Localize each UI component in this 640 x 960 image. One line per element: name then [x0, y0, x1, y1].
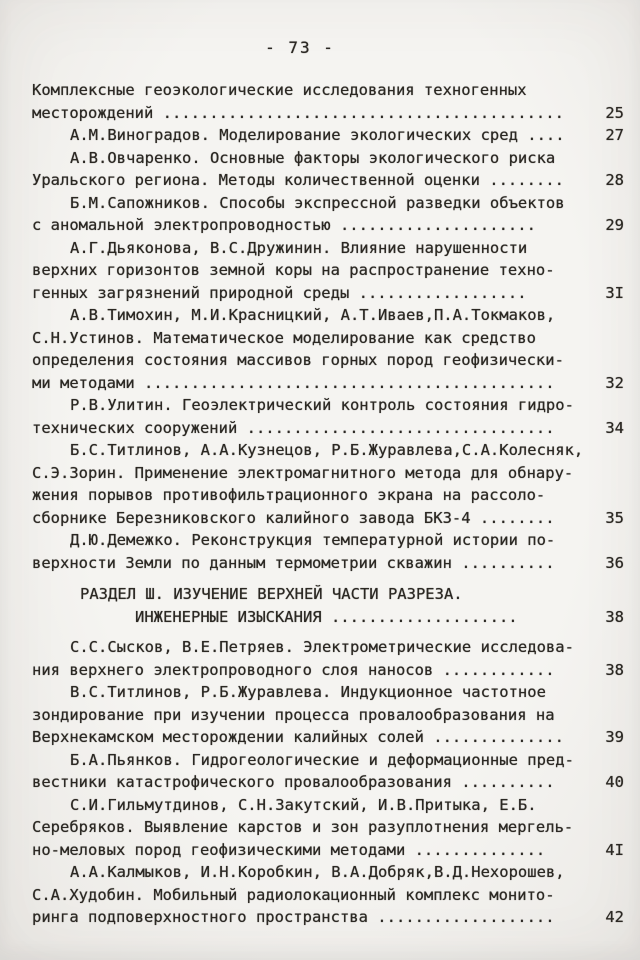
toc-line: [32, 583, 624, 606]
toc-line: [32, 439, 624, 462]
toc-line-text: А.М.Виноградов. Моделирование экологических сред ....: [70, 126, 565, 144]
toc-line: [32, 636, 624, 659]
toc-line-page: 39: [605, 728, 624, 746]
toc-line-page: 32: [605, 373, 624, 392]
toc-line-text: А.Г.Дьяконова, В.С.Дружинин. Влияние нарушенности: [70, 238, 528, 257]
toc-line-page: 40: [605, 773, 624, 791]
toc-line: [32, 417, 624, 440]
toc-line-page: 27: [605, 126, 624, 144]
toc-line-text: технических сооружений .................................: [32, 418, 555, 437]
table-of-contents: [32, 79, 624, 929]
toc-line: [32, 529, 624, 552]
toc-line-text: Уральского региона. Методы количественной оценки ........: [32, 171, 564, 189]
toc-line-text: В.С.Титлинов, Р.Б.Журавлева. Индукционное частотное: [70, 683, 546, 701]
toc-line-text: ния верхнего электропроводного слоя наносов ............: [32, 660, 555, 679]
toc-line: [32, 372, 624, 395]
toc-line-text: Б.А.Пьянков. Гидрогеологические и деформационные пред-: [70, 750, 574, 769]
toc-line-text: верхности Земли по данным термометрии скважин ..........: [32, 553, 555, 572]
toc-line-text: Р.В.Улитин. Геоэлектрический контроль состояния гидро-: [70, 396, 574, 414]
toc-line-text: ринга подповерхностного пространства ...................: [32, 908, 555, 926]
toc-line: [32, 552, 624, 575]
toc-line-page: 35: [605, 508, 624, 527]
toc-line: [32, 259, 624, 282]
toc-line-text: А.В.Тимохин, М.И.Красницкий, А.Т.Иваев,П.А.Токмаков,: [70, 306, 556, 324]
toc-line: [32, 304, 624, 327]
toc-line-text: зондирование при изучении процесса провалообразования на: [32, 705, 555, 724]
toc-line-page: 36: [605, 553, 624, 572]
toc-line: [32, 282, 624, 305]
toc-line-page: 34: [605, 418, 624, 437]
toc-line-text: Комплексные геоэкологические исследования техногенных: [32, 81, 527, 99]
toc-line: [32, 214, 624, 237]
toc-line-text: С.И.Гильмутдинов, С.Н.Закутский, И.В.Притыка, Е.Б.: [70, 795, 537, 814]
toc-line: [32, 349, 624, 372]
toc-line-page: 3I: [605, 283, 624, 302]
toc-line-text: С.Э.Зорин. Применение электромагнитного метода для обнару-: [32, 463, 574, 482]
toc-line-text: вестники катастрофического провалообразования ..........: [32, 773, 555, 791]
toc-line-text: РАЗДЕЛ Ш. ИЗУЧЕНИЕ ВЕРХНЕЙ ЧАСТИ РАЗРЕЗА.: [80, 585, 463, 603]
toc-line-page: 28: [605, 171, 624, 189]
toc-line-text: Серебряков. Выявление карстов и зон разуплотнения мергель-: [32, 818, 574, 836]
toc-line-text: но-меловых пород геофизическими методами ..............: [32, 840, 546, 859]
toc-line: [32, 771, 624, 794]
toc-line: [32, 327, 624, 350]
toc-line: [32, 794, 624, 817]
toc-line: [32, 237, 624, 260]
toc-line: [32, 79, 624, 102]
toc-line-text: Б.М.Сапожников. Способы экспрессной разведки объектов: [70, 193, 565, 212]
toc-line-text: А.А.Калмыков, И.Н.Коробкин, В.А.Добряк,В.Д.Нехорошев,: [70, 863, 565, 881]
toc-line-text: месторождений ...........................................: [32, 103, 564, 122]
toc-line-page: 29: [605, 216, 624, 234]
toc-line-text: жения порывов противофильтрационного экрана на рассоло-: [32, 486, 546, 504]
toc-line-text: ИНЖЕНЕРНЫЕ ИЗЫСКАНИЯ ....................: [135, 607, 518, 626]
toc-line-page: 42: [605, 908, 624, 926]
toc-line-page: 25: [605, 103, 624, 122]
toc-line: [32, 102, 624, 125]
toc-line-text: С.А.Худобин. Мобильный радиолокационный комплекс монито-: [32, 885, 555, 904]
toc-line: [32, 147, 624, 170]
toc-line: [32, 884, 624, 907]
toc-line-text: ми методами ............................................: [32, 373, 555, 392]
toc-line: [32, 507, 624, 530]
toc-line: [32, 659, 624, 682]
toc-line: [32, 704, 624, 727]
toc-line: [32, 749, 624, 772]
toc-line-text: С.С.Сысков, В.Е.Петряев. Электрометрические исследова-: [70, 638, 574, 656]
toc-line: [32, 169, 624, 192]
toc-line: [32, 606, 624, 629]
toc-line: [32, 861, 624, 884]
toc-line: [32, 484, 624, 507]
toc-line: [32, 462, 624, 485]
toc-line-text: генных загрязнений природной среды ..................: [32, 283, 527, 302]
toc-line: [32, 816, 624, 839]
toc-line-text: А.В.Овчаренко. Основные факторы экологического риска: [70, 148, 556, 167]
toc-line-text: С.Н.Устинов. Математическое моделирование как средство: [32, 328, 536, 347]
toc-line-page: 4I: [605, 840, 624, 859]
toc-line: [32, 906, 624, 929]
toc-line: [32, 124, 624, 147]
toc-line-text: с аномальной электропроводностью .....................: [32, 216, 536, 234]
toc-line-text: Б.С.Титлинов, А.А.Кузнецов, Р.Б.Журавлева,С.А.Колесняк,: [70, 441, 584, 459]
toc-line-text: сборнике Березниковского калийного завода БКЗ-4 ........: [32, 508, 555, 527]
toc-line-text: определения состояния массивов горных пород геофизически-: [32, 351, 564, 369]
toc-line-text: Верхнекамском месторождении калийных солей ..............: [32, 728, 564, 746]
toc-line-page: 38: [605, 607, 624, 626]
toc-line-text: Д.Ю.Демежко. Реконструкция температурной истории по-: [70, 531, 556, 549]
toc-line: [32, 726, 624, 749]
toc-line: [32, 839, 624, 862]
toc-line: [32, 394, 624, 417]
toc-line-text: верхних горизонтов земной коры на распространение техно-: [32, 261, 555, 279]
toc-line: [32, 192, 624, 215]
toc-line-page: 38: [605, 660, 624, 679]
page-number-header: - 73 -: [265, 38, 335, 57]
toc-line: [32, 681, 624, 704]
